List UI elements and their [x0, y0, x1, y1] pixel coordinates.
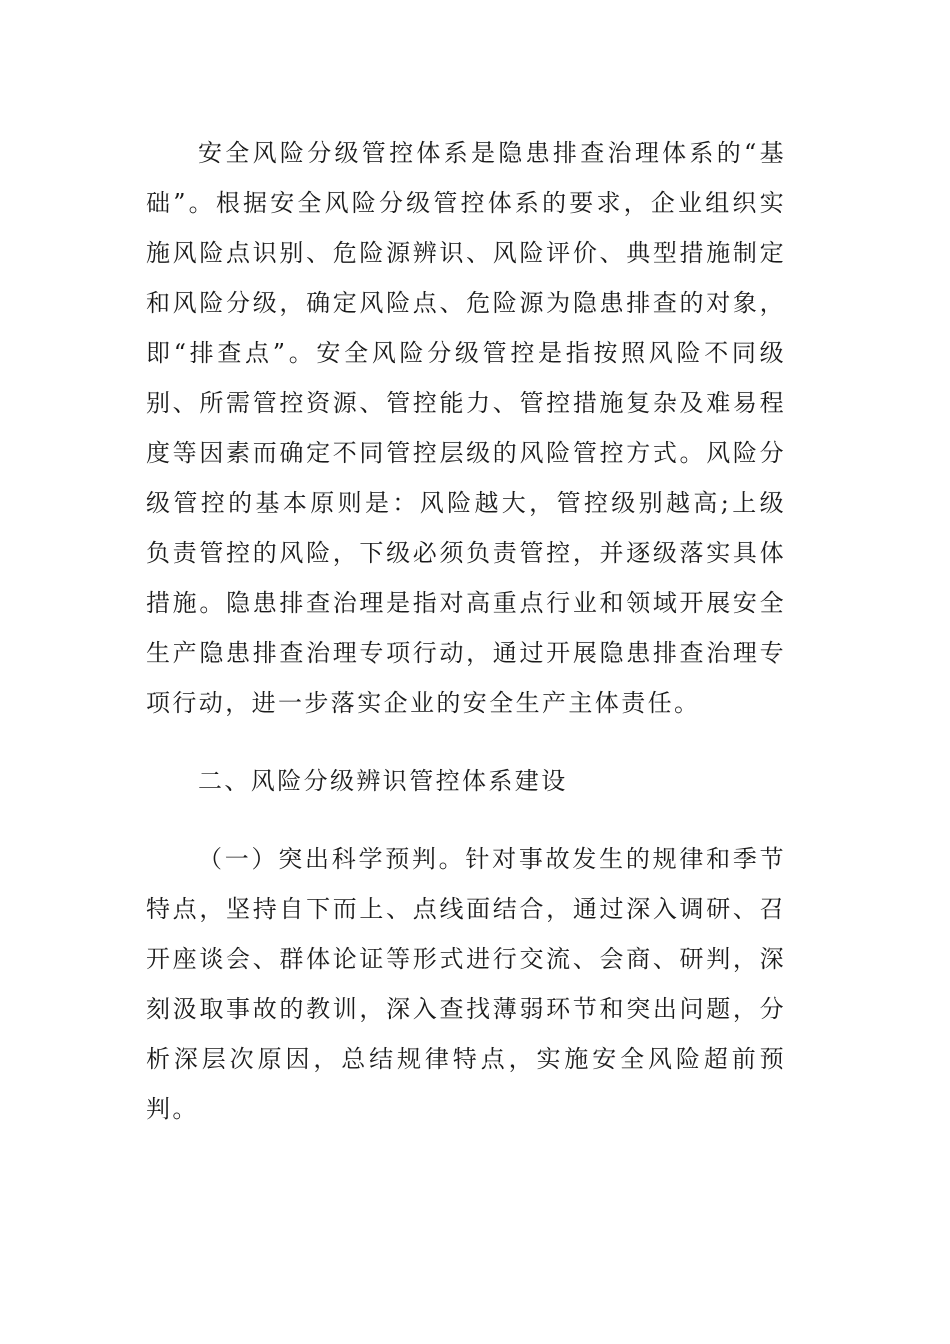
paragraph-risk-control-intro: 安全风险分级管控体系是隐患排查治理体系的“基础”。根据安全风险分级管控体系的要求，企业组织实施风险点识别、危险源辨识、风险评价、典型措施制定和风险分级，确定风险点、危险源为隐患排查的对象，即“排查点”。安全风险分级管控是指按照风险不同级别、所需管控资源、管控能力、管控措施复杂及难易程度等因素而确定不同管控层级的风险管控方式。风险分级管控的基本原则是：风险越大，管控级别越高;上级负责管控的风险，下级必须负责管控，并逐级落实具体措施。隐患排查治理是指对高重点行业和领域开展安全生产隐患排查治理专项行动，通过开展隐患排查治理专项行动，进一步落实企业的安全生产主体责任。 [146, 139, 786, 717]
paragraph-scientific-prediction: （一）突出科学预判。针对事故发生的规律和季节特点，坚持自下而上、点线面结合，通过深入调研、召开座谈会、群体论证等形式进行交流、会商、研判，深刻汲取事故的教训，深入查找薄弱环节和突出问题，分析深层次原因，总结规律特点，实施安全风险超前预判。 [146, 845, 786, 1123]
section-heading-2: 二、风险分级辨识管控体系建设 [198, 767, 568, 795]
document-body [146, 128, 786, 1134]
